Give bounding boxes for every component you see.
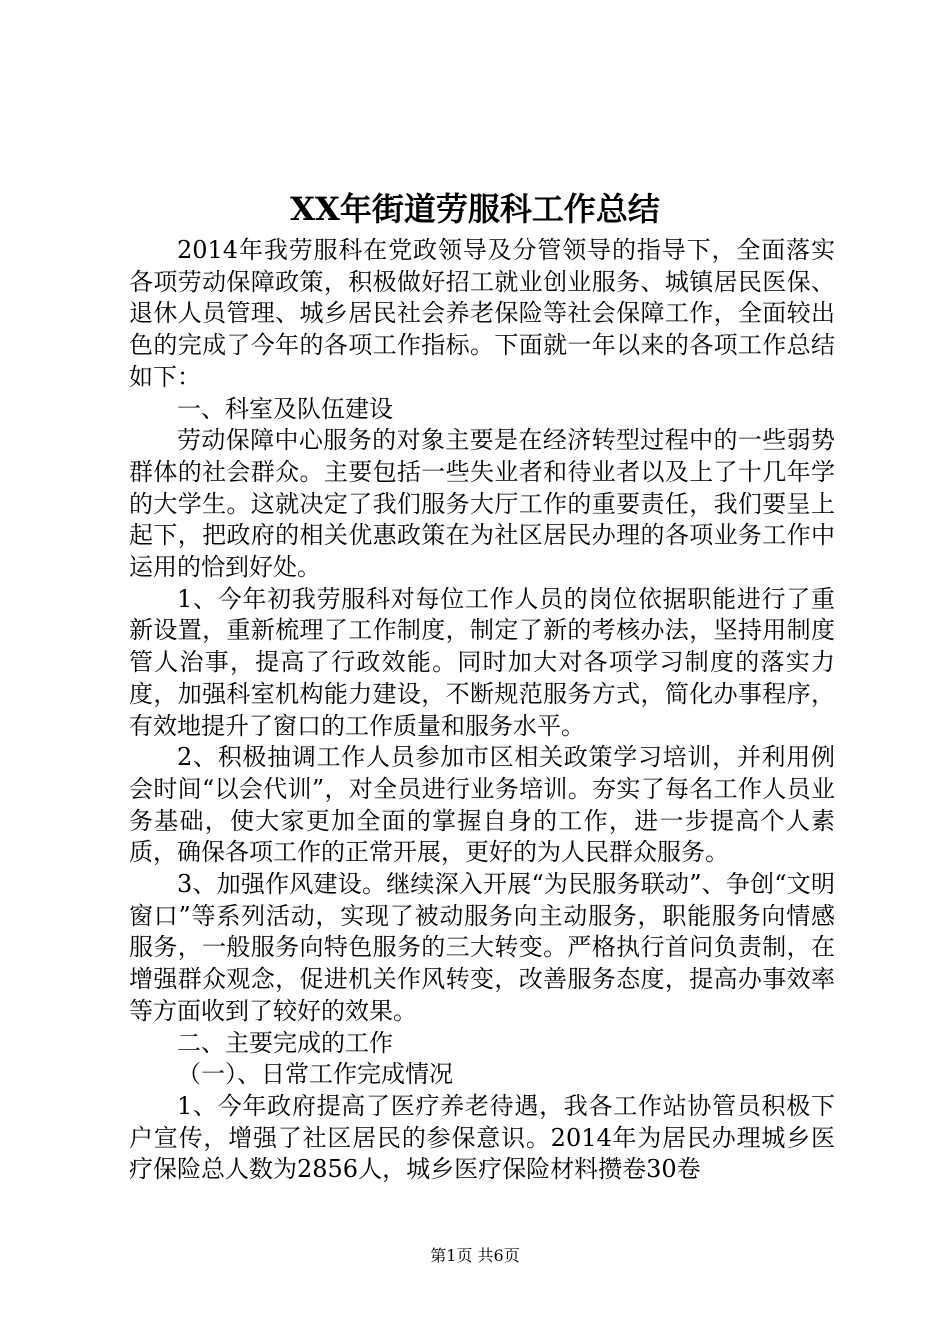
- paragraph-item-3: 3、加强作风建设。继续深入开展“为民服务联动”、争创“文明窗口”等系列活动，实现了被动服务向主动服务，职能服务向情感服务，一般服务向特色服务的三大转变。严格执行首问负责制，在增强群众观念，促进机关作风转变，改善服务态度，提高办事效率等方面收到了较好的效果。: [129, 870, 835, 1025]
- section-heading-1: 一、科室及队伍建设: [177, 394, 393, 423]
- paragraph-work-1: 1、今年政府提高了医疗养老待遇，我各工作站协管员积极下户宣传，增强了社区居民的参保意识。2014年为居民办理城乡医疗保险总人数为2856人，城乡医疗保险材料攒卷30卷: [129, 1091, 835, 1184]
- paragraph-item-1: 1、今年初我劳服科对每位工作人员的岗位依据职能进行了重新设置，重新梳理了工作制度，制定了新的考核办法，坚持用制度管人治事，提高了行政效能。同时加大对各项学习制度的落实力度，加强科室机构能力建设，不断规范服务方式，简化办事程序，有效地提升了窗口的工作质量和服务水平。: [129, 584, 835, 740]
- paragraph-item-2: 2、积极抽调工作人员参加市区相关政策学习培训，并利用例会时间“以会代训”，对全员进行业务培训。夯实了每名工作人员业务基础，使大家更加全面的掌握自身的工作，进一步提高个人素质，确保各项工作的正常开展，更好的为人民群众服务。: [129, 743, 835, 867]
- paragraph-section-1: 劳动保障中心服务的对象主要是在经济转型过程中的一些弱势群体的社会群众。主要包括一些失业者和待业者以及上了十几年学的大学生。这就决定了我们服务大厅工作的重要责任，我们要呈上起下，把政府的相关优惠政策在为社区居民办理的各项业务工作中运用的恰到好处。: [129, 426, 835, 582]
- document-title: XX年街道劳服科工作总结: [290, 190, 660, 228]
- document-body: [129, 235, 835, 1186]
- section-heading-2: 二、主要完成的工作: [177, 1028, 393, 1057]
- page-number: 第1页 共6页: [430, 1246, 520, 1265]
- subsection-heading-1: （一）、日常工作完成情况: [177, 1060, 453, 1089]
- paragraph-intro: 2014年我劳服科在党政领导及分管领导的指导下，全面落实各项劳动保障政策，积极做好招工就业创业服务、城镇居民医保、退休人员管理、城乡居民社会养老保险等社会保障工作，全面较出色的完成了今年的各项工作指标。下面就一年以来的各项工作总结如下：: [129, 236, 835, 391]
